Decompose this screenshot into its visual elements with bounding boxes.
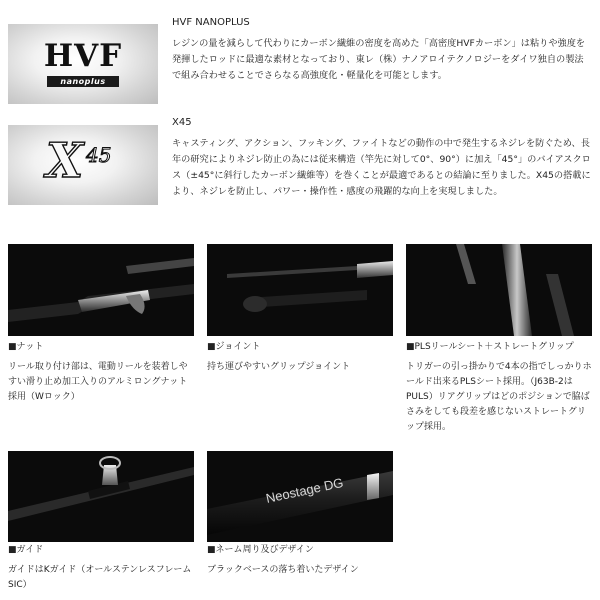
hvf-logo-text: HVF [43, 38, 123, 74]
x45-logo [8, 125, 158, 205]
x45-title: X45 [172, 117, 192, 128]
nut-caption-body: リール取り付け部は、電動リールを装着しやすい滑り止め加工入りのアルミロングナット採用（Wロック） [8, 362, 188, 402]
guide-caption-title: ■ガイド [8, 545, 44, 555]
hvf-title: HVF NANOPLUS [172, 17, 250, 28]
joint-photo [207, 244, 393, 336]
reel-seat-photo [406, 244, 592, 336]
x45-logo-x: X [46, 133, 84, 189]
nut-photo [8, 244, 194, 336]
guide-caption-body: ガイドはKガイド（オールステンレスフレームSIC） [8, 565, 192, 590]
joint-caption-body: 持ち運びやすいグリップジョイント [207, 362, 351, 372]
x45-logo-45: 45 [86, 143, 112, 167]
reel-seat-caption-body: トリガーの引っ掛かりで4本の指でしっかりホールド出来るPLSシート採用。（J63B-2はPULS）リアグリップはどのポジションで脇ばさみをしても段差を感じないストレートグリップ採用。 [406, 362, 592, 432]
reel-seat-caption-title: ■PLSリールシート＋ストレートグリップ [406, 342, 574, 352]
rod-brand-label: Neostage DG [264, 474, 345, 506]
nut-caption-title: ■ナット [8, 342, 44, 352]
x45-description: キャスティング、アクション、フッキング、ファイトなどの動作の中で発生するネジレを防ぐため、長年の研究によりネジレ防止の為には従来構造（竿先に対して0°、90°）に加え「45°」のバイアスクロス（±45°に斜行したカーボン繊維等）を巻くことが最適であるとの結論に至りました。X45の搭載により、ネジレを防止し、パワー・操作性・感度の飛躍的な向上を実現しました。 [172, 138, 591, 197]
hvf-nanoplus-logo [8, 24, 158, 104]
hvf-description: レジンの量を減らして代わりにカーボン繊維の密度を高めた「高密度HVFカーボン」は粘りや強度を発揮したロッドに最適な素材となっており、東レ（株）ナノアロイテクノロジーをダイワ独自の製法で組み合わせることでさらなる高強度化・軽量化を可能とします。 [172, 38, 586, 81]
guide-photo [8, 451, 194, 542]
name-design-caption-title: ■ネーム周り及びデザイン [207, 545, 314, 555]
joint-caption-title: ■ジョイント [207, 342, 261, 352]
name-design-caption-body: ブラックベースの落ち着いたデザイン [207, 565, 359, 575]
name-design-photo [207, 451, 393, 542]
nanoplus-logo-text: nanoplus [47, 76, 119, 87]
